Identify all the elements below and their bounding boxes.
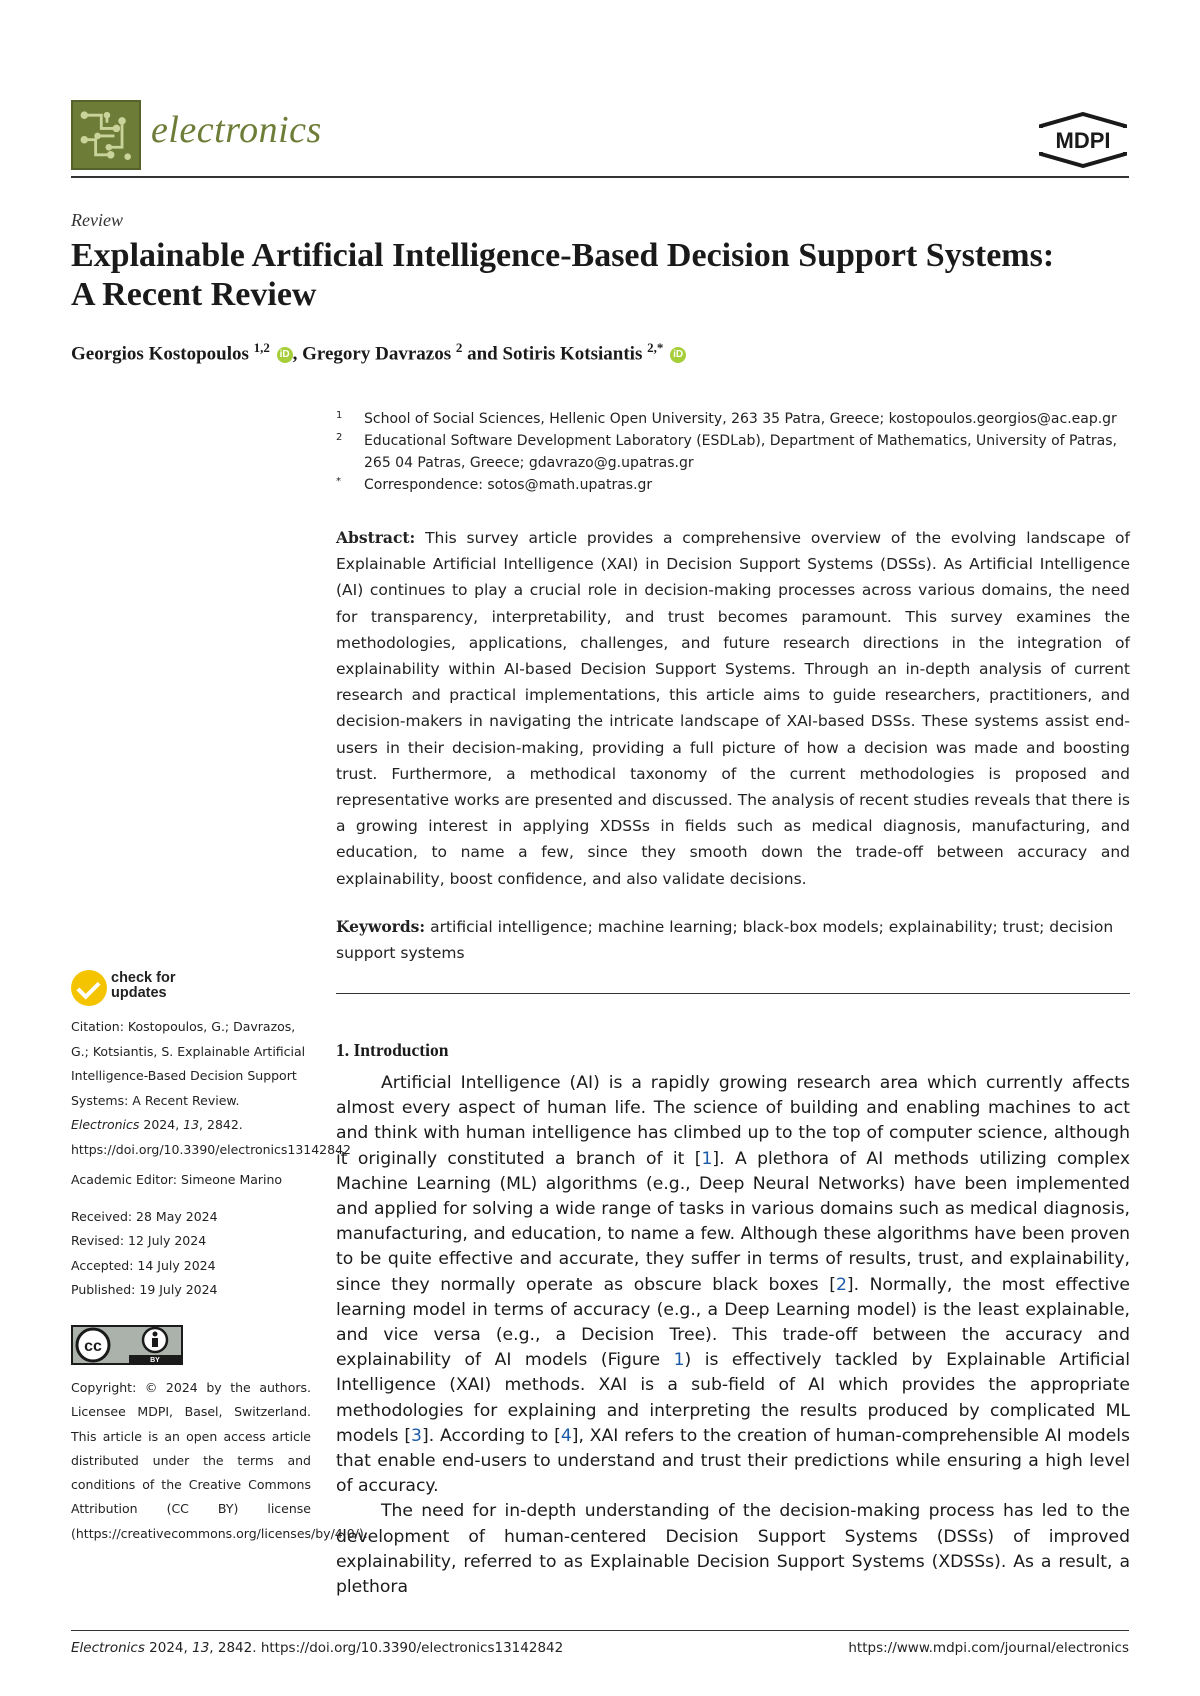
paragraph-text: ]. A plethora of AI methods utilizing complex Machine Learning (ML) algorithms (e.g., Deep Neural Networks) have been implemented and applied for solving a wide range of tasks in various domains such as medical diagnosis, manufacturing, and education, to name a few. Although these algorithms have been proven to be quite effective and accurate, they suffer in terms of results, trust, and explainability, since they normally operate as obscure black boxes [: [336, 1148, 1130, 1295]
affiliation-mark: *: [336, 476, 341, 487]
citation-volume: 13: [183, 1117, 200, 1132]
footer-year: 2024,: [144, 1640, 193, 1656]
date-received: Received: 28 May 2024: [71, 1209, 218, 1224]
affiliation-item: [336, 408, 1136, 430]
header-rule: [71, 176, 1129, 178]
citation-text: Citation: Kostopoulos, G.; Davrazos, G.; Kotsiantis, S. Explainable Artificial Intelligence-Based Decision Support Systems: A Recent Review.: [71, 1019, 306, 1108]
paragraph: The need for in-depth understanding of the decision-making process has led to the development of human-centered Decision Support Systems (DSSs) of improved explainability, referred to as Explainable Decision Support Systems (XDSSs). As a result, a plethora: [336, 1501, 1130, 1598]
paragraph-text: ) is effectively tackled by Explainable Artificial Intelligence (XAI) methods. XAI is a sub-field of AI which provides the appropriate methodologies for explaining and interpreting the results produced by complicated ML models [: [336, 1350, 1130, 1446]
abstract: [336, 525, 1130, 892]
check-for-updates-button[interactable]: [71, 968, 191, 1008]
paragraph-text: Artificial Intelligence (AI) is a rapidly growing research area which currently affects almost every aspect of human life. The science of building and enabling machines to act and think with human intelligence has climbed up to the top of computer science, although it originally constituted a branch of it [: [336, 1073, 1130, 1169]
citation-journal: Electronics: [71, 1117, 140, 1132]
paragraph: [336, 1071, 1130, 1499]
author-separator: and: [462, 343, 503, 365]
keywords-label: Keywords:: [336, 917, 426, 936]
journal-logo-icon: [71, 100, 141, 170]
affiliation-text: Educational Software Development Laboratory (ESDLab), Department of Mathematics, University of Patras, 265 04 Patras, Greece; gdavrazo@g.upatras.gr: [364, 433, 1118, 471]
cc-by-label: BY: [150, 1357, 160, 1364]
check-updates-line: check for: [111, 970, 176, 986]
author-name: Sotiris Kotsiantis: [502, 343, 643, 365]
author-affiliation-mark: 1,2: [253, 340, 270, 355]
orcid-icon[interactable]: iD: [670, 347, 686, 363]
author-name: Gregory Davrazos: [302, 343, 452, 365]
author-affiliation-mark: 2: [455, 340, 463, 355]
citation-doi[interactable]: , 2842. https://doi.org/10.3390/electronics13142842: [71, 1117, 351, 1157]
article-type: Review: [71, 210, 123, 230]
svg-text:cc: cc: [84, 1338, 102, 1355]
footer-journal-url[interactable]: https://www.mdpi.com/journal/electronics: [848, 1640, 1129, 1656]
orcid-icon[interactable]: iD: [277, 347, 293, 363]
affiliation-mark: 1: [336, 410, 343, 421]
article-dates: [71, 1205, 311, 1302]
cc-by-license-icon[interactable]: [71, 1325, 183, 1365]
journal-header: [71, 98, 1129, 171]
figure-link[interactable]: 1: [673, 1350, 685, 1371]
paragraph-text: ]. According to [: [421, 1425, 561, 1446]
checkmark-icon: [71, 970, 107, 1006]
author-list: [71, 340, 686, 365]
paragraph-text: ], XAI refers to the creation of human-comprehensible AI models that enable end-users to understand and trust their predictions while ensuring a high level of accuracy.: [336, 1425, 1130, 1497]
affiliation-text: School of Social Sciences, Hellenic Open University, 263 35 Patra, Greece; kostopoulos.georgios@ac.eap.gr: [364, 411, 1117, 427]
mdpi-logo-icon: [1037, 112, 1129, 168]
journal-name: electronics: [151, 109, 322, 151]
check-updates-label: [111, 971, 175, 1001]
section-rule: [336, 993, 1130, 994]
date-revised: Revised: 12 July 2024: [71, 1233, 207, 1249]
abstract-text: This survey article provides a comprehensive overview of the evolving landscape of Explainable Artificial Intelligence (XAI) in Decision Support Systems (DSSs). As Artificial Intelligence (AI) continues to play a crucial role in decision-making processes across various domains, the need for transparency, interpretability, and trust becomes paramount. This survey examines the methodologies, applications, challenges, and future research directions in the integration of explainability within AI-based Decision Support Systems. Through an in-depth analysis of current research and practical implementations, this article aims to guide researchers, practitioners, and decision-makers in navigating the intricate landscape of XAI-based DSSs. These systems assist end-users in their decision-making, providing a full picture of how a decision was made and boosting trust. Furthermore, a methodical taxonomy of the current methodologies is proposed and representative works are presented and discussed. The analysis of recent studies reveals that there is a growing interest in applying XDSSs in fields such as medical diagnosis, manufacturing, and education, to name a few, since they smooth down the trade-off between accuracy and explainability, boost confidence, and also validate decisions.: [336, 529, 1130, 888]
affiliation-mark: 2: [336, 432, 343, 443]
author-name: Georgios Kostopoulos: [71, 343, 249, 365]
academic-editor: Academic Editor: Simeone Marino: [71, 1172, 283, 1187]
date-accepted: Accepted: 14 July 2024: [71, 1257, 216, 1273]
section-heading: 1. Introduction: [336, 1040, 449, 1060]
reference-link[interactable]: 3: [411, 1425, 422, 1446]
abstract-label: Abstract:: [336, 528, 416, 547]
affiliation-item: [336, 430, 1136, 474]
affiliation-item: [336, 474, 1136, 496]
affiliation-text: Correspondence: sotos@math.upatras.gr: [364, 477, 653, 493]
publisher-name: MDPI: [1055, 128, 1111, 153]
check-updates-line: updates: [111, 985, 167, 1001]
paragraph-text: ]. Normally, the most effective learning model in terms of accuracy (e.g., a Deep Learning model) is the least explainable, and vice versa (e.g., a Decision Tree). This trade-off between the accuracy and explainability of AI models (Figure: [336, 1274, 1130, 1371]
keywords: [336, 914, 1130, 966]
reference-link[interactable]: 1: [701, 1148, 713, 1169]
affiliations: [336, 408, 1136, 496]
reference-link[interactable]: 4: [560, 1425, 572, 1446]
copyright-notice: Copyright: © 2024 by the authors. Licensee MDPI, Basel, Switzerland. This article is an open access article distributed under the terms and conditions of the Creative Commons Attribution (CC BY) license (https://creativecommons.org/licenses/by/4.0/).: [71, 1380, 368, 1541]
footer-volume: 13: [192, 1640, 210, 1656]
footer-journal: Electronics: [71, 1640, 145, 1656]
citation-year: 2024,: [139, 1117, 184, 1132]
footer-rule: [71, 1630, 1129, 1631]
introduction-body: [336, 1071, 1130, 1600]
article-title: Explainable Artificial Intelligence-Based Decision Support Systems: A Recent Review: [71, 237, 1055, 313]
footer-doi[interactable]: , 2842. https://doi.org/10.3390/electronics13142842: [209, 1640, 564, 1656]
author-separator: ,: [292, 343, 303, 365]
keywords-text: artificial intelligence; machine learning; black-box models; explainability; trust; decision support systems: [336, 918, 1114, 962]
reference-link[interactable]: 2: [835, 1274, 847, 1295]
citation: [71, 1015, 351, 1162]
date-published: Published: 19 July 2024: [71, 1281, 218, 1297]
footer-citation: [71, 1640, 563, 1656]
author-affiliation-mark: 2,*: [647, 340, 664, 355]
